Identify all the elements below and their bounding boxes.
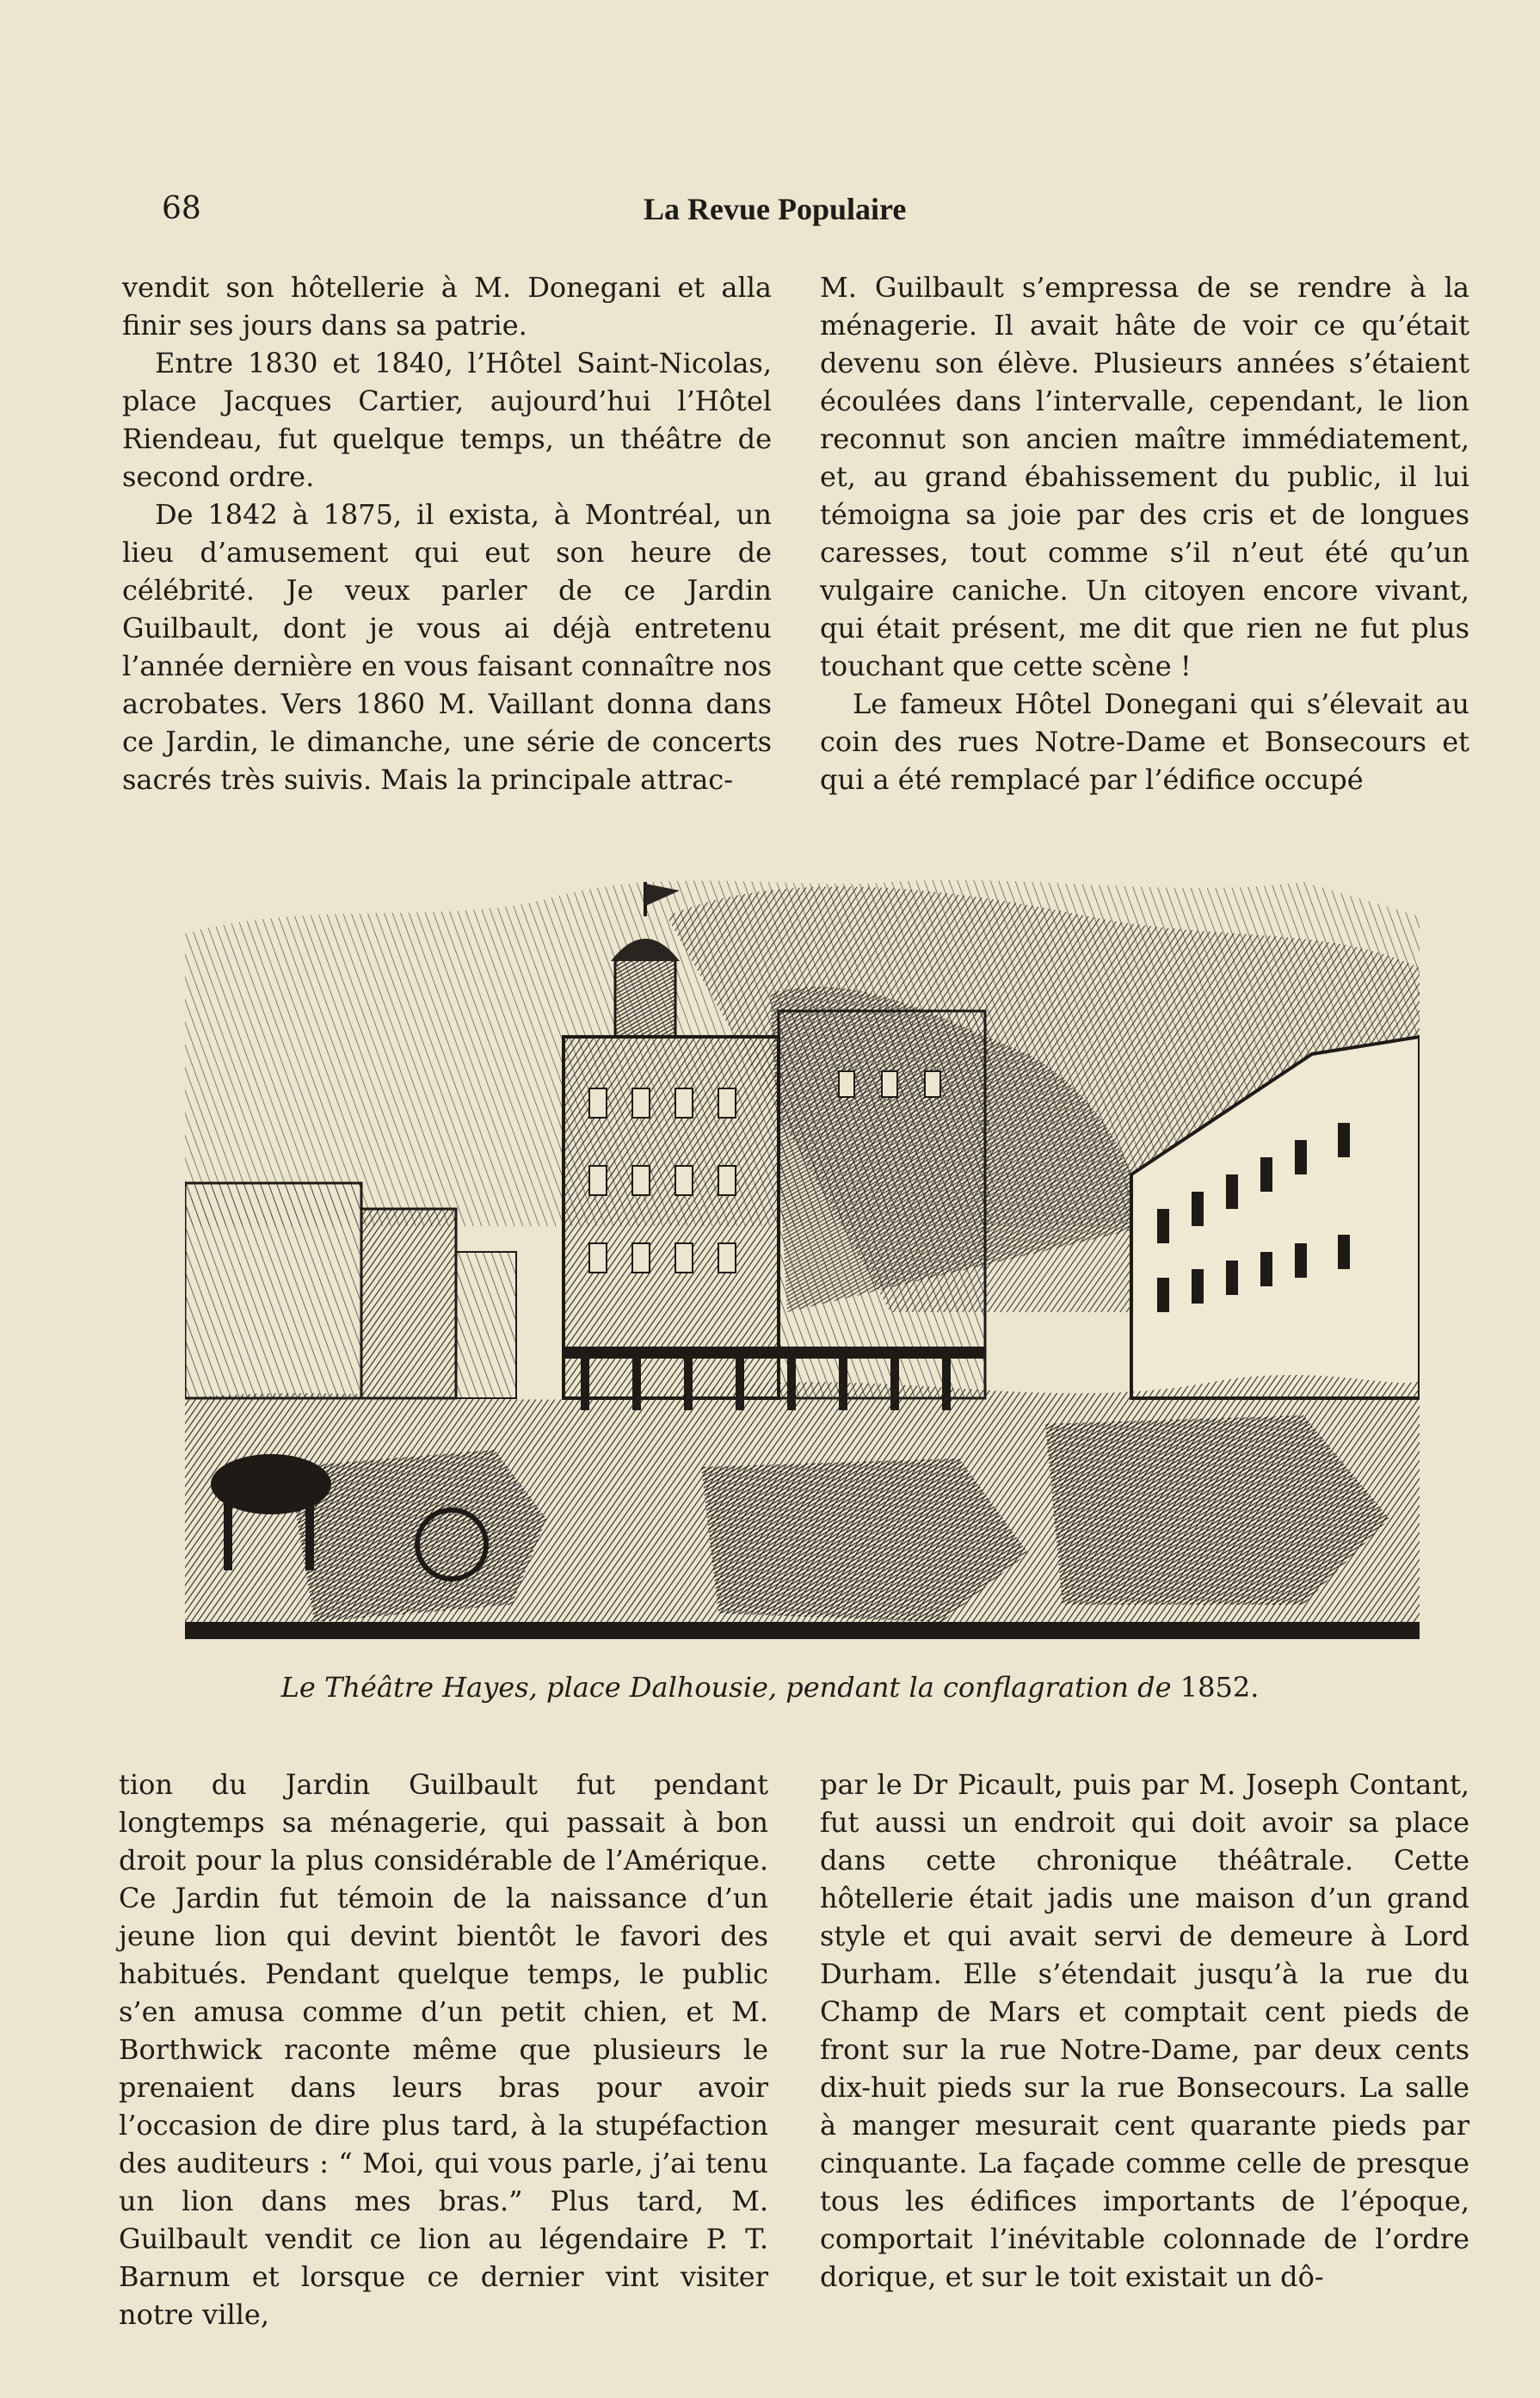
paragraph: Le fameux Hôtel Donegani qui s’élevait au coin des rues Notre-Dame et Bonsecours et qui a été remplacé par l’édifice occupé [820, 687, 1469, 796]
column-bottom-right [820, 1766, 1469, 2296]
journal-title: La Revue Populaire [644, 192, 907, 226]
paragraph: vendit son hôtellerie à M. Donegani et alla finir ses jours dans sa patrie. [122, 271, 772, 342]
paragraph: Entre 1830 et 1840, l’Hôtel Saint-Nicolas, place Jacques Cartier, aujourd’hui l’Hôtel Riendeau, fut quelque temps, un théâtre de second ordre. [122, 347, 772, 493]
caption-year: 1852. [1180, 1671, 1260, 1704]
column-top-left [122, 268, 772, 798]
theatre-fire-engraving [185, 865, 1420, 1639]
column-top-right [820, 268, 1469, 798]
page-header [0, 191, 1540, 234]
page-number: 68 [162, 191, 201, 226]
paragraph: tion du Jardin Guilbault fut pendant longtemps sa ménagerie, qui passait à bon droit pour la plus considérable de l’Amérique. Ce Jardin fut témoin de la naissance d’un jeune lion qui devint bientôt le favori des habitués. Pendant quelque temps, le public s’en amusa comme d’un petit chien, et M. Borthwick raconte même que plusieurs le prenaient dans leurs bras pour avoir l’occasion de dire plus tard, à la stupéfaction des auditeurs : “ Moi, qui vous parle, j’ai tenu un lion dans mes bras.” Plus tard, M. Guilbault vendit ce lion au légendaire P. T. Barnum et lorsque ce dernier vint visiter notre ville, [119, 1768, 768, 2331]
paragraph: De 1842 à 1875, il exista, à Montréal, un lieu d’amusement qui eut son heure de célébrité. Je veux parler de ce Jardin Guilbault, dont je vous ai déjà entretenu l’année dernière en vous faisant connaître nos acrobates. Vers 1860 M. Vaillant donna dans ce Jardin, le dimanche, une série de concerts sacrés très suivis. Mais la principale attrac- [122, 498, 772, 796]
figure-caption [0, 1671, 1540, 1704]
paragraph: par le Dr Picault, puis par M. Joseph Contant, fut aussi un endroit qui doit avoir sa place dans cette chronique théâtrale. Cette hôtellerie était jadis une maison d’un grand style et qui avait servi de demeure à Lord Durham. Elle s’étendait jusqu’à la rue du Champ de Mars et comptait cent pieds de front sur la rue Notre-Dame, par deux cents dix-huit pieds sur la rue Bonsecours. La salle à manger mesurait cent quarante pieds par cinquante. La façade comme celle de presque tous les édifices importants de l’époque, comportait l’inévitable colonnade de l’ordre dorique, et sur le toit existait un dô- [820, 1768, 1469, 2293]
paragraph: M. Guilbault s’empressa de se rendre à la ménagerie. Il avait hâte de voir ce qu’était devenu son élève. Plusieurs années s’étaient écoulées dans l’intervalle, cependant, le lion reconnut son ancien maître immédiatement, et, au grand ébahissement du public, il lui témoigna sa joie par des cris et de longues caresses, tout comme s’il n’eut été qu’un vulgaire caniche. Un citoyen encore vivant, qui était présent, me dit que rien ne fut plus touchant que cette scène ! [820, 271, 1469, 682]
caption-text: Le Théâtre Hayes, place Dalhousie, pendant la conflagration de [280, 1671, 1180, 1704]
column-bottom-left [119, 1766, 768, 2333]
engraving-illustration [185, 865, 1420, 1639]
